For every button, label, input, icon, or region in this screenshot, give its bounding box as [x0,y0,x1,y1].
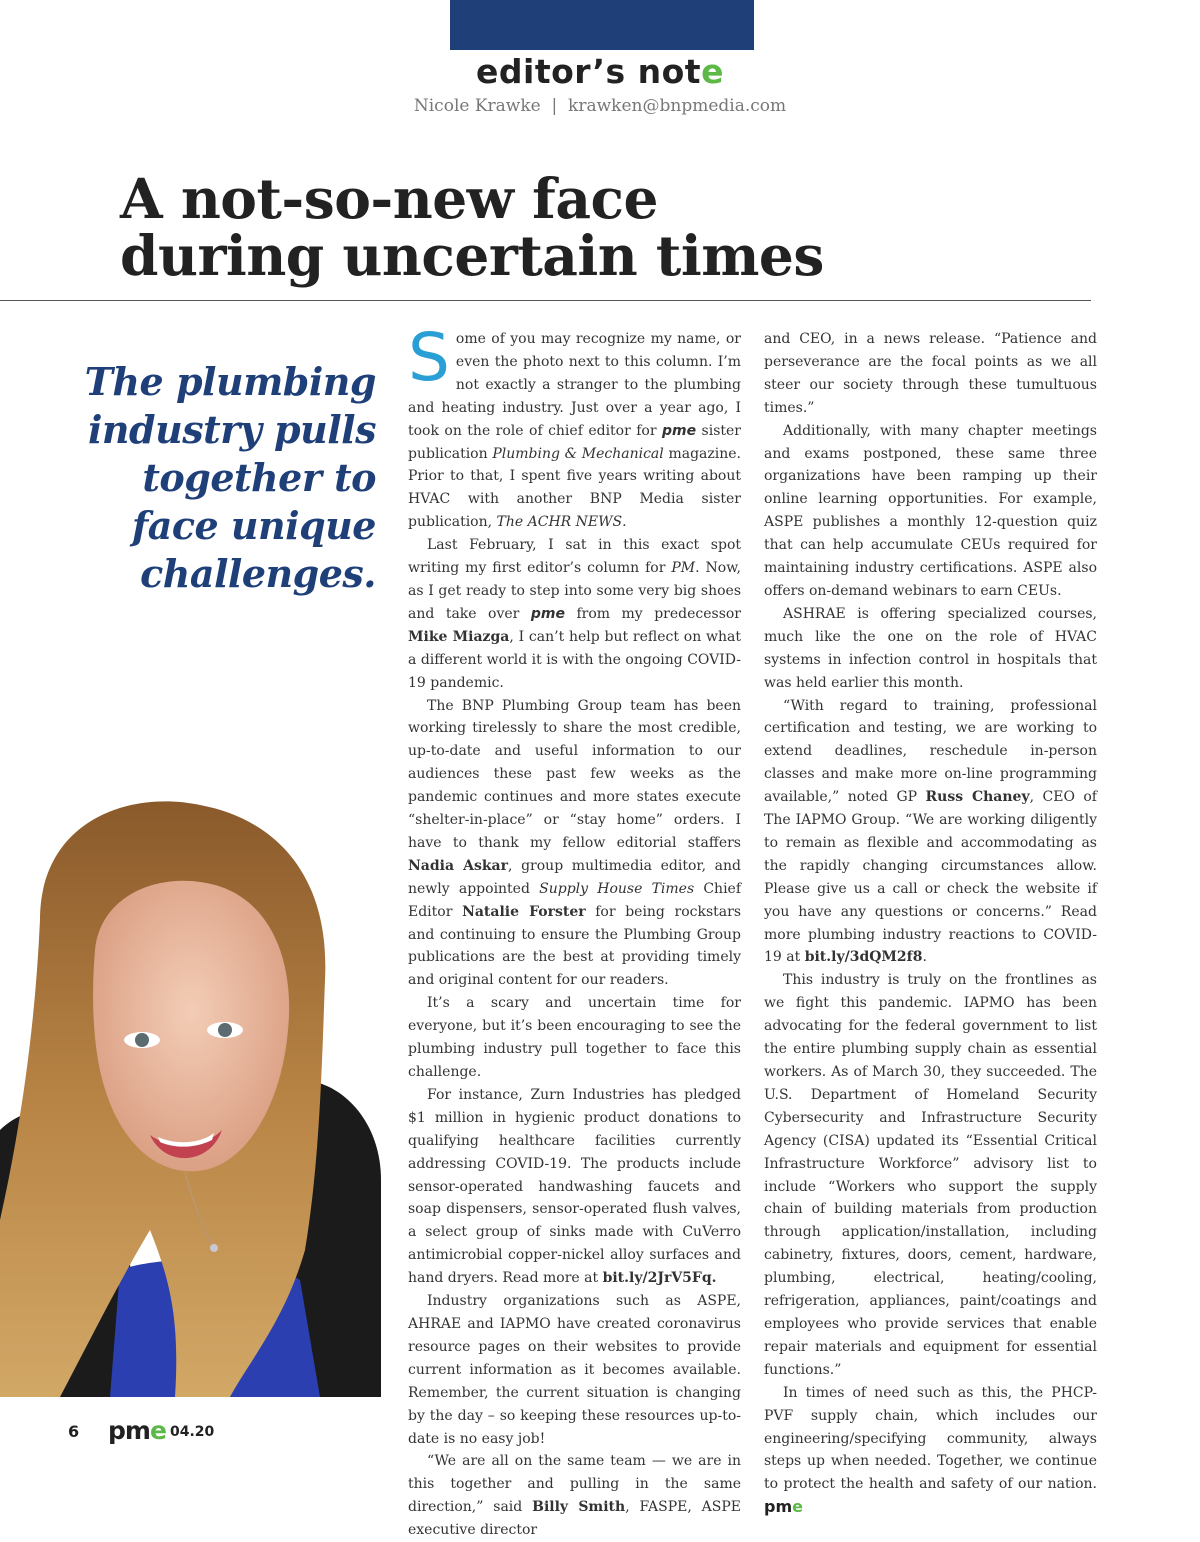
article-paragraph [408,1450,741,1542]
person-name: Nadia Askar [408,857,508,874]
person-name: Natalie Forster [462,903,586,920]
article-paragraph [408,1084,741,1290]
text-run: from my predecessor [564,605,742,622]
text-run: , FASPE, ASPE executive director [408,1499,741,1539]
text-run: , I can’t help but reflect on what a different world it is with the ongoing COVID-19 pandemic. [408,628,741,691]
article-paragraph [764,695,1097,970]
article-column-1 [408,319,742,1542]
text-run: “With regard to training, professional certification and testing, we are working to extend deadlines, reschedule in-person classes and make more on-line programming available,” noted GP [764,697,1097,806]
pull-quote-line: industry pulls [87,407,376,452]
text-run: , CEO of The IAPMO Group. “We are working diligently to remain as flexible and accommodating as the rapidly changing circumstances allow. Please give us a call or check the website if you have any questions or concerns.” Read more plumbing industry reactions to COVID-19 at [764,789,1097,966]
author-portrait-illustration [0,800,381,1397]
pme-mention: pme [661,422,697,439]
headline-line-2: during uncertain times [120,223,824,288]
section-title-accent: e [701,52,724,91]
end-mark-accent: e [792,1497,803,1517]
text-run: Last February, I sat in this exact spot writing my first editor’s column for [408,537,741,577]
text-run: . [622,514,627,531]
logo-accent: e [149,1416,166,1445]
text-run: The BNP Plumbing Group team has been working tirelessly to share the most credible, up-to-date and useful information to our audiences these past few weeks as the pandemic continues and more states execute “shelter-in-place” or “stay home” orders. I have to thank my fellow editorial staffers [408,697,741,851]
magazine-logo [108,1416,166,1445]
pull-quote-line: The plumbing [84,359,376,404]
logo-main: pm [108,1416,150,1445]
article-paragraph [408,695,741,993]
article-column-2 [764,328,1097,1520]
text-run: magazine. Prior to that, I spent five years writing about HVAC with another BNP Media sister publication, [408,445,741,531]
end-mark-logo [764,1497,803,1516]
issue-date: 04.20 [170,1424,215,1440]
headline-divider [0,300,1091,301]
article-link[interactable]: bit.ly/2JrV5Fq. [602,1270,717,1287]
text-run: For instance, Zurn Industries has pledged $1 million in hygienic product donations to qualifying healthcare facilities currently addressing COVID-19. The products include sensor-operated handwashing faucets and soap dispensers, sensor-operated flush valves, a select group of sinks made with CuVerro antimicrobial copper-nickel alloy surfaces and hand dryers. Read more at [408,1086,741,1287]
article-paragraph: This industry is truly on the frontlines as we fight this pandemic. IAPMO has been advocating for the federal government to list the entire plumbing supply chain as essential workers. As of March 30, they succeeded. The U.S. Department of Homeland Security Cybersecurity and Infrastructure Security Agency (CISA) updated its “Essential Critical Infrastructure Workforce” advisory list to include “Workers who support the supply chain of building materials from production through application/installation, including cabinetry, fixtures, doors, cement, hardware, plumbing, electrical, heating/cooling, refrigeration, appliances, paint/coatings and employees who provide services that enable repair materials and equipment for essential functions.” [764,972,1097,1378]
article-paragraph [408,534,741,694]
person-name: Billy Smith [532,1499,626,1516]
publication-name: The ACHR NEWS [496,514,623,531]
text-run: . [922,949,927,966]
byline: Nicole Krawke | krawken@bnpmedia.com [413,96,787,116]
article-paragraph: and CEO, in a news release. “Patience and perseverance are the focal points as we all steer our society through these tumultuous times.” [764,331,1097,416]
pme-mention: pme [530,605,565,622]
text-run: . Now, as I get ready to step into some very big shoes and take over [408,560,741,622]
section-header-bar [450,0,754,50]
text-run: ome of you may recognize my name, or even the photo next to this column. I’m not exactly a stranger to the plumbing and heating industry. Just over a year ago, I took on the role of chief editor for [408,331,741,439]
article-paragraph: ASHRAE is offering specialized courses, much like the one on the role of HVAC systems in infection control in hospitals that was held earlier this month. [764,605,1097,691]
end-mark-main: pm [764,1497,793,1517]
article-paragraph [764,1382,1097,1520]
pull-quote-line: face unique [131,503,376,548]
article-paragraph: It’s a scary and uncertain time for everyone, but it’s been encouraging to see the plumbing industry pull together to face this challenge. [408,995,741,1080]
section-title-main: editor’s not [476,52,702,91]
text-run: “We are all on the same team — we are in this together and pulling in the same direction,” said [408,1453,741,1516]
pull-quote [60,358,376,598]
text-run: Chief Editor [408,880,742,920]
pull-quote-line: together to [142,455,376,500]
headline [120,166,1080,288]
publication-name: Plumbing & Mechanical [492,445,664,462]
text-run: for being rockstars and continuing to ensure the Plumbing Group publications are the best at providing timely and original content for our readers. [408,903,742,989]
text-run: sister publication [408,422,741,462]
page-number: 6 [68,1422,80,1441]
article-link[interactable]: bit.ly/3dQM2f8 [804,949,923,966]
publication-name: PM [671,560,696,577]
article-paragraph [408,319,741,534]
pull-quote-line: challenges. [140,551,376,596]
person-name: Russ Chaney [925,789,1030,806]
publication-name: Supply House Times [539,880,695,897]
person-name: Mike Miazga [408,628,510,645]
drop-cap: S [408,319,450,396]
article-paragraph: Additionally, with many chapter meetings and exams postponed, these same three organizations have been ramping up their online learning opportunities. For example, ASPE publishes a monthly 12-question quiz that can help accumulate CEUs required for maintaining industry certifications. ASPE also offers on-demand webinars to earn CEUs. [764,422,1097,599]
author-photo [0,800,381,1397]
headline-line-1: A not-so-new face [120,166,658,231]
section-title [0,52,1200,91]
text-run: , group multimedia editor, and newly appointed [408,857,741,897]
article-paragraph: Industry organizations such as ASPE, AHRAE and IAPMO have created coronavirus resource pages on their websites to provide current information as it becomes available. Remember, the current situation is changing by the day – so keeping these resources up-to-date is no easy job! [408,1293,741,1447]
text-run: In times of need such as this, the PHCP-PVF supply chain, which includes our engineering/specifying community, always steps up when needed. Together, we continue to protect the health and safety of our nation. [764,1384,1097,1493]
